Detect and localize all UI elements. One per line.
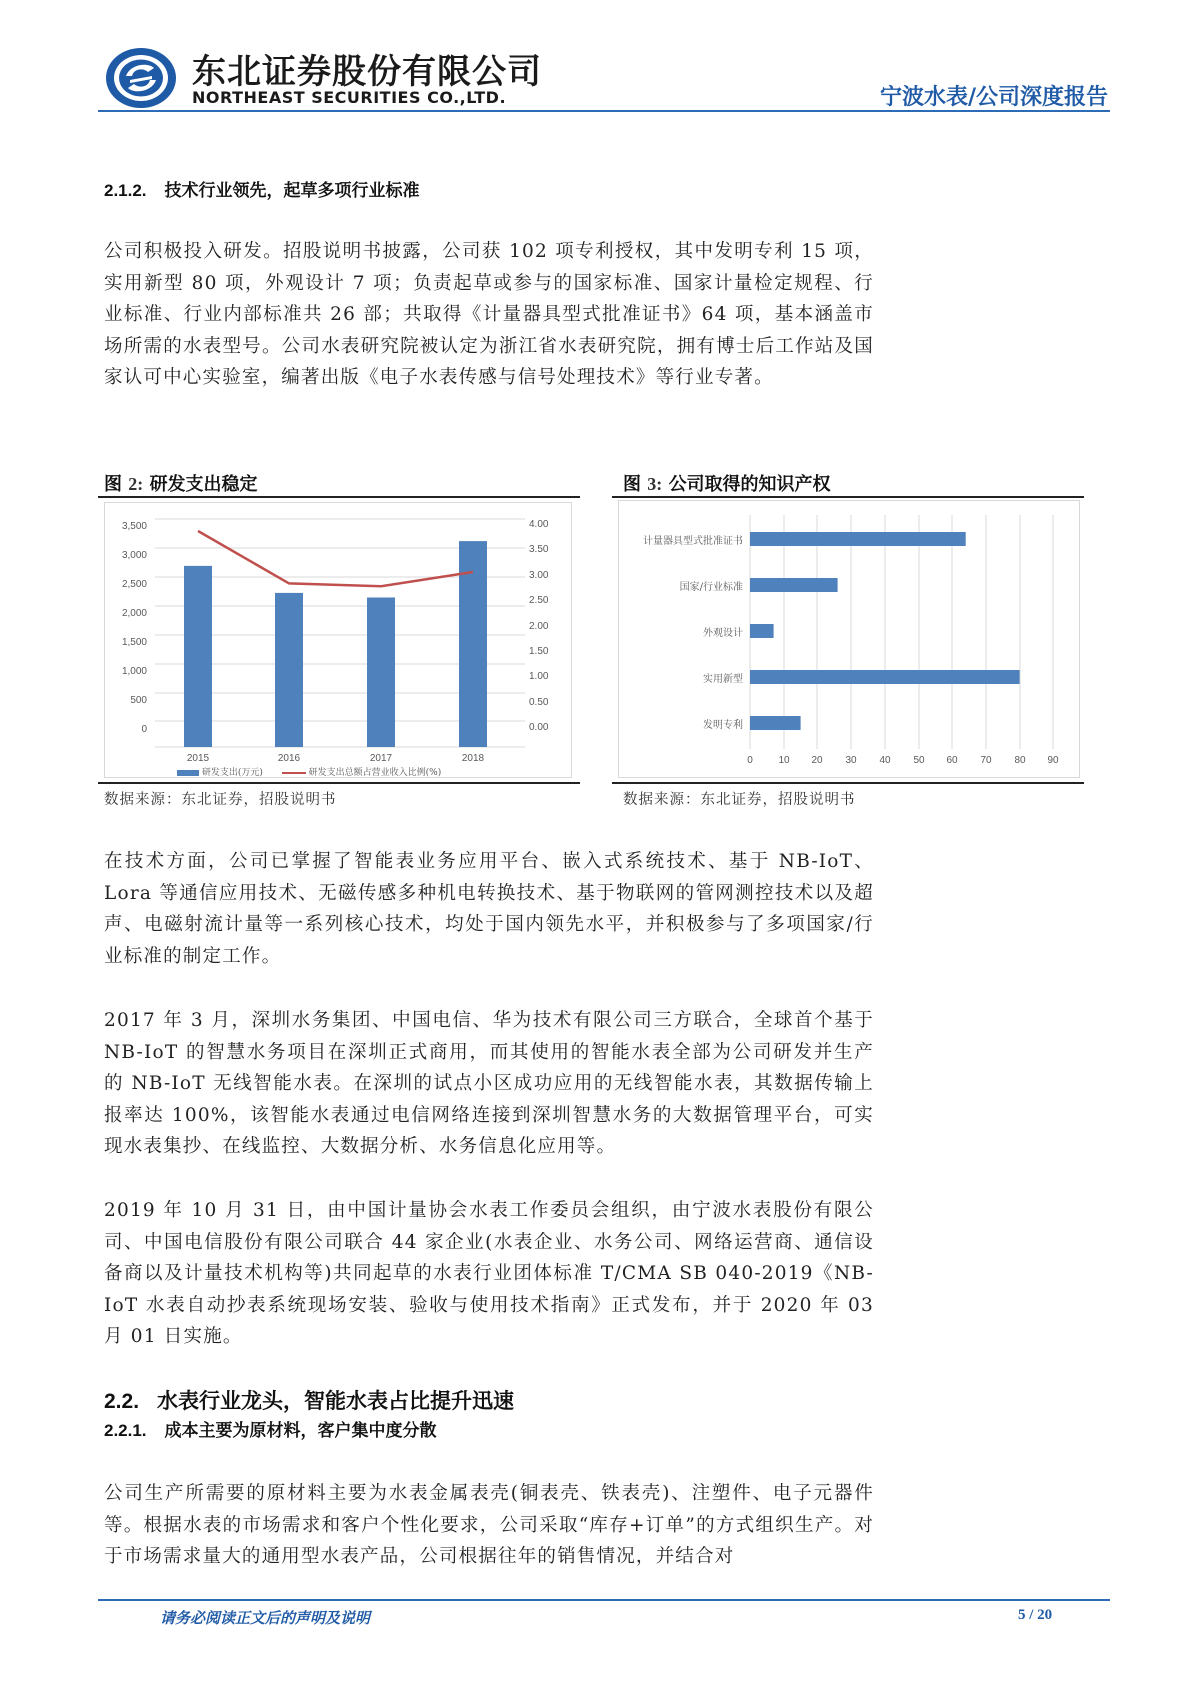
right-axis-ticks [529,512,569,741]
x-tick: 50 [913,755,925,766]
figure-number: 2: [128,474,144,494]
tick: 2.00 [529,620,549,632]
section-number: 2.2. [104,1390,140,1413]
paragraph-technology: 在技术方面，公司已掌握了智能表业务应用平台、嵌入式系统技术、基于 NB-IoT、Lora 等通信应用技术、无磁传感多种机电转换技术、基于物联网的管网测控技术以及超声、电磁射流计量等一系列核心技术，均处于国内领先水平，并积极参与了多项国家/行业标准的制定工作。 [104,851,874,967]
figure-title-text: 公司取得的知识产权 [668,474,831,495]
tick: 500 [130,695,147,706]
figure-label: 图 [104,474,122,495]
tick: 1.50 [529,646,549,658]
tick: 0.50 [529,696,549,708]
bar-series [184,541,487,747]
figure-2-top-rule [98,496,580,498]
tick: 3,500 [121,521,147,532]
x-tick: 20 [811,755,823,766]
x-tick: 90 [1047,755,1059,766]
page-number: 5 / 20 [1018,1607,1053,1623]
tick: 3,000 [121,550,147,561]
tick: 3.00 [529,569,549,581]
x-tick: 2015 [186,753,210,764]
company-logo-icon [104,46,178,110]
x-tick: 2017 [369,753,393,764]
left-axis-ticks [105,512,147,744]
category-label: 实用新型 [703,674,743,685]
legend-line-swatch [282,772,306,774]
footer-divider [98,1599,1110,1601]
x-tick: 2018 [461,753,485,764]
figure-2-title [104,470,258,496]
section-title: 成本主要为原材料，客户集中度分散 [164,1421,437,1441]
section-title: 水表行业龙头，智能水表占比提升迅速 [157,1388,515,1413]
figure-3-chart [618,500,1080,778]
x-tick: 10 [778,755,790,766]
section-heading-2-1-2 [104,176,420,201]
category-label: 国家/行业标准 [679,582,743,593]
figure-title-text: 研发支出稳定 [149,474,258,495]
section-number: 2.1.2. [104,181,147,200]
x-tick: 70 [980,755,992,766]
report-type: 宁波水表/公司深度报告 [879,84,1108,110]
tick: 2.50 [529,595,549,607]
tick: 0.00 [529,722,549,734]
section-title: 技术行业领先，起草多项行业标准 [164,181,420,201]
tick: 2,500 [121,579,147,590]
paragraph-standard: 2019 年 10 月 31 日，由中国计量协会水表工作委员会组织，由宁波水表股份有限公司、中国电信股份有限公司联合 44 家企业(水表企业、水务公司、网络运营商、通信设备商以及计量技术机构等)共同起草的水表行业团体标准 T/CMA SB 040-2019《NB-IoT 水表自动抄表系统现场安装、验收与使用技术指南》正式发布，并于 2020 年 03 月 01 日实施。 [104,1200,874,1347]
figure-3-top-rule [612,496,1084,498]
header-divider [98,110,1110,112]
figure-2-source: 数据来源：东北证券，招股说明书 [104,792,337,808]
x-tick: 80 [1014,755,1026,766]
paragraph-shenzhen: 2017 年 3 月，深圳水务集团、中国电信、华为技术有限公司三方联合，全球首个基于 NB-IoT 的智慧水务项目在深圳正式商用，而其使用的智能水表全部为公司研发并生产的 NB-IoT 无线智能水表。在深圳的试点小区成功应用的无线智能水表，其数据传输上报率达 100%，该智能水表通过电信网络连接到深圳智慧水务的大数据管理平台，可实现水表集抄、在线监控、大数据分析、水务信息化应用等。 [104,1010,874,1157]
legend-bar-label: 研发支出(万元) [201,768,263,778]
figure-3-source: 数据来源：东北证券，招股说明书 [623,792,856,808]
x-tick: 40 [879,755,891,766]
category-label: 计量器具型式批准证书 [643,536,743,547]
legend-line-label: 研发支出总额占营业收入比例(%) [308,768,442,778]
company-name-en: NORTHEAST SECURITIES CO.,LTD. [192,88,507,107]
section-number: 2.2.1. [104,1421,147,1440]
company-name-cn: 东北证券股份有限公司 [192,52,542,92]
figure-2-bottom-rule [98,782,580,784]
tick: 1.00 [529,671,549,683]
tick: 3.50 [529,544,549,556]
rnd-expense-chart [105,503,571,777]
chart-legend [177,765,507,778]
x-tick: 2016 [277,753,301,764]
tick: 1,500 [121,637,147,648]
disclaimer-note: 请务必阅读正文后的声明及说明 [160,1609,371,1627]
figure-label: 图 [623,474,641,495]
tick: 1,000 [121,666,147,677]
tick: 2,000 [121,608,147,619]
tick: 0 [141,724,147,735]
category-label: 发明专利 [703,720,743,731]
x-tick: 30 [845,755,857,766]
x-tick: 60 [946,755,958,766]
section-heading-2-2-1 [104,1416,437,1441]
paragraph-rnd: 公司积极投入研发。招股说明书披露，公司获 102 项专利授权，其中发明专利 15 项，实用新型 80 项，外观设计 7 项；负责起草或参与的国家标准、国家计量检定规程、行业标准、行业内部标准共 26 部；共取得《计量器具型式批准证书》64 项，基本涵盖市场所需的水表型号。公司水表研究院被认定为浙江省水表研究院，拥有博士后工作站及国家认可中心实验室，编著出版《电子水表传感与信号处理技术》等行业专著。 [104,241,874,388]
figure-3-title [623,470,831,496]
figure-number: 3: [647,474,663,494]
tick: 4.00 [529,519,549,530]
x-tick: 0 [747,755,753,766]
paragraph-raw-materials: 公司生产所需要的原材料主要为水表金属表壳(铜表壳、铁表壳)、注塑件、电子元器件等。根据水表的市场需求和客户个性化要求，公司采取“库存+订单”的方式组织生产。对于市场需求量大的通用型水表产品，公司根据往年的销售情况，并结合对 [104,1483,874,1567]
figure-2-chart [104,502,572,778]
category-label: 外观设计 [703,628,743,639]
figure-3-bottom-rule [612,782,1084,784]
ratio-line-series [198,531,473,586]
legend-bar-swatch [177,770,199,776]
section-heading-2-2 [104,1385,514,1415]
